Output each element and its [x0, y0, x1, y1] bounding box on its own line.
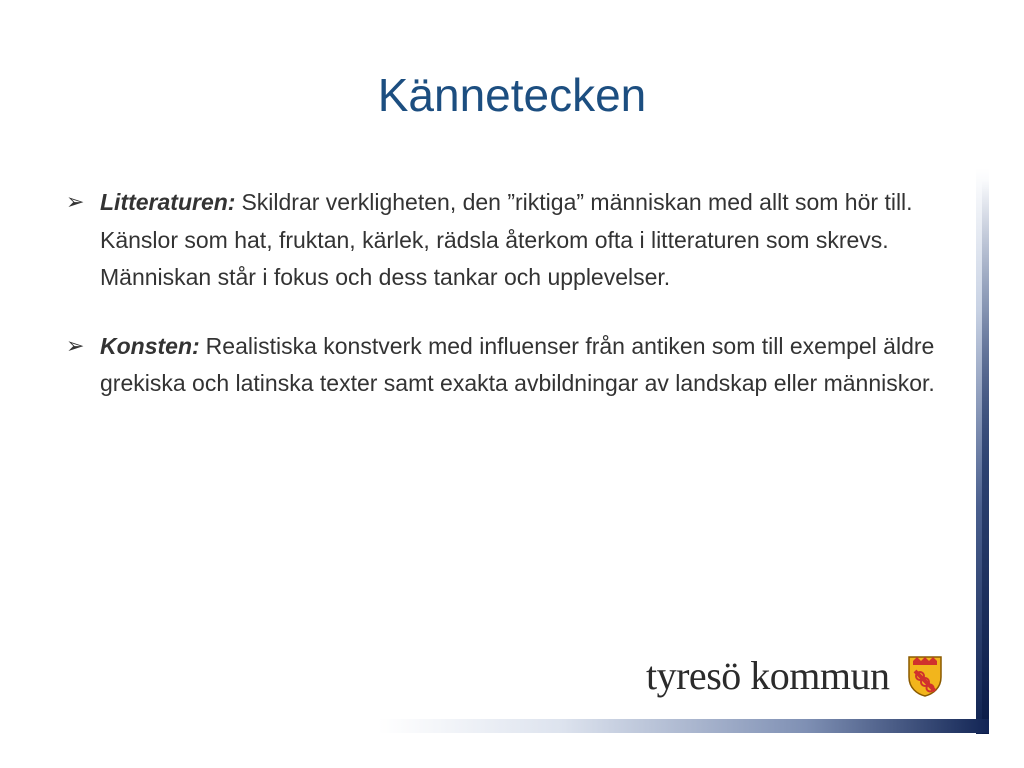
bullet-text	[100, 328, 960, 403]
crest-icon	[907, 655, 943, 697]
frame-bottom-border	[378, 719, 989, 733]
bullet-list	[66, 184, 966, 434]
logo-wordmark: tyresö kommun	[646, 653, 890, 698]
bullet-arrow-icon: ➢	[66, 333, 85, 359]
bullet-term: Litteraturen:	[100, 189, 236, 215]
frame-right-shadow	[982, 180, 989, 734]
tyreso-kommun-logo	[646, 652, 943, 700]
bullet-description: Realistiska konstverk med influenser från antiken som till exempel äldre grekiska och latinska texter samt exakta avbildningar av landskap eller människor.	[100, 332, 935, 396]
bullet-term: Konsten:	[100, 332, 200, 359]
bullet-text	[100, 184, 960, 297]
bullet-item-litteraturen	[66, 184, 966, 297]
bullet-arrow-icon: ➢	[66, 190, 85, 215]
bullet-item-konsten	[66, 328, 966, 403]
bullet-description: Skildrar verkligheten, den ”riktiga” människan med allt som hör till. Känslor som hat, fruktan, kärlek, rädsla återkom ofta i litteraturen som skrevs. Människan står i fokus och dess tankar och upplevelser.	[100, 189, 913, 290]
slide-title: Kännetecken	[377, 69, 647, 121]
